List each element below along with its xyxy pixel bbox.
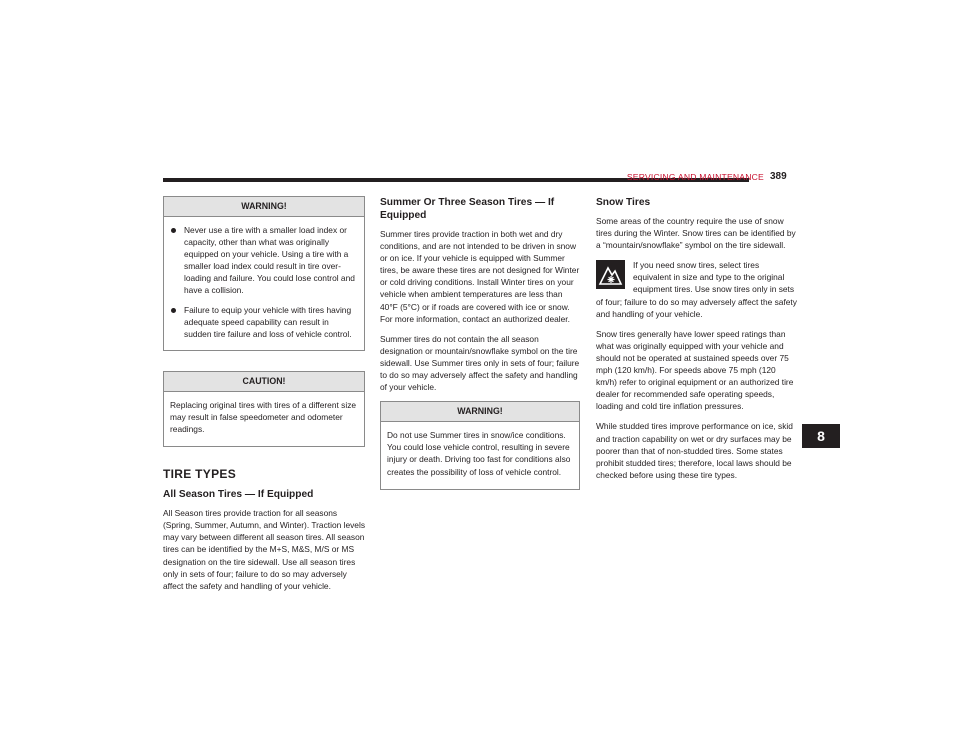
- caution-text: Replacing original tires with tires of a different size may result in false speedometer and odometer readings.: [170, 399, 357, 435]
- snow-icon-row: [596, 259, 797, 327]
- caution-body: [164, 392, 364, 446]
- warning-text: Do not use Summer tires in snow/ice conditions. You could lose vehicle control, resulting in severe injury or death. Driving too fast for conditions also creates the possibility of loss of vehicle control.: [387, 430, 571, 477]
- snow-paragraph: If you need snow tires, select tires equivalent in size and type to the original equipment tires. Use snow tires only in sets of four; failure to do so may adversely affect the safety and handling of your vehicle.: [596, 260, 797, 319]
- chapter-tab: 8: [802, 424, 840, 448]
- page-number: 389: [770, 171, 787, 182]
- section-title: TIRE TYPES: [163, 467, 237, 482]
- caution-box: [163, 371, 365, 447]
- column-right: [596, 196, 797, 489]
- running-header: SERVICING AND MAINTENANCE: [626, 172, 764, 182]
- warning-title: WARNING!: [381, 402, 579, 422]
- warning-bullet: Failure to equip your vehicle with tires having adequate speed capability can result in sudden tire failure and loss of vehicle control.: [170, 304, 358, 340]
- warning-title: WARNING!: [164, 197, 364, 217]
- warning-box: [380, 401, 580, 489]
- all-season-heading: All Season Tires — If Equipped: [163, 489, 314, 501]
- column-middle: [380, 196, 580, 510]
- summer-paragraph: Summer tires do not contain the all season designation or mountain/snowflake symbol on the tire sidewall. Use Summer tires only in sets of four; failure to do so may adversely affect the safety and handling of your vehicle.: [380, 333, 580, 393]
- mountain-snowflake-icon: [596, 260, 625, 289]
- summer-tires-heading: Summer Or Three Season Tires — If Equipped: [380, 197, 555, 221]
- warning-body: [381, 422, 579, 488]
- summer-paragraph: Summer tires provide traction in both wet and dry conditions, and are not intended to be driven in snow or on ice. If your vehicle is equipped with Summer tires, be aware these tires are not designed for Winter or cold driving conditions. Install Winter tires on your vehicle when ambient temperatures are less than 40°F (5°C) or if roads are covered with ice or snow. For more information, contact an authorized dealer.: [380, 229, 580, 324]
- warning-bullets: [170, 224, 358, 340]
- snow-paragraph: Snow tires generally have lower speed ratings than what was originally equipped with your vehicle and should not be operated at sustained speeds over 75 mph (120 km/h). For speeds above 75 mph (120 km/h) refer to original equipment or an authorized tire dealer for recommended safe operating speeds, loading and cold tire inflation pressures.: [596, 328, 794, 412]
- all-season-text: All Season tires provide traction for all seasons (Spring, Summer, Autumn, and Winter). Traction levels may vary between different all season tires. All season tires can be identified by the M+S, M&S, M/S or MS designation on the tire sidewall. Use all season tires only in sets of four; failure to do so may adversely affect the safety and handling of your vehicle.: [163, 508, 366, 591]
- warning-box: [163, 196, 365, 351]
- snow-paragraph: Some areas of the country require the use of snow tires during the Winter. Snow tires can be identified by a “mountain/snowflake” symbol on the tire sidewall.: [596, 216, 796, 251]
- column-left: [163, 196, 365, 600]
- warning-body: [164, 217, 364, 350]
- snow-tires-heading: Snow Tires: [596, 197, 651, 208]
- caution-title: CAUTION!: [164, 372, 364, 392]
- snow-paragraph: While studded tires improve performance on ice, skid and traction capability on wet or dry surfaces may be poorer than that of non-studded tires. Some states prohibit studded tires; therefore, local laws should be checked before using these tire types.: [596, 421, 793, 480]
- warning-bullet: Never use a tire with a smaller load index or capacity, other than what was originally equipped on your vehicle. Using a tire with a smaller load index could result in tire over-loading and failure. You could lose control and have a collision.: [170, 224, 358, 297]
